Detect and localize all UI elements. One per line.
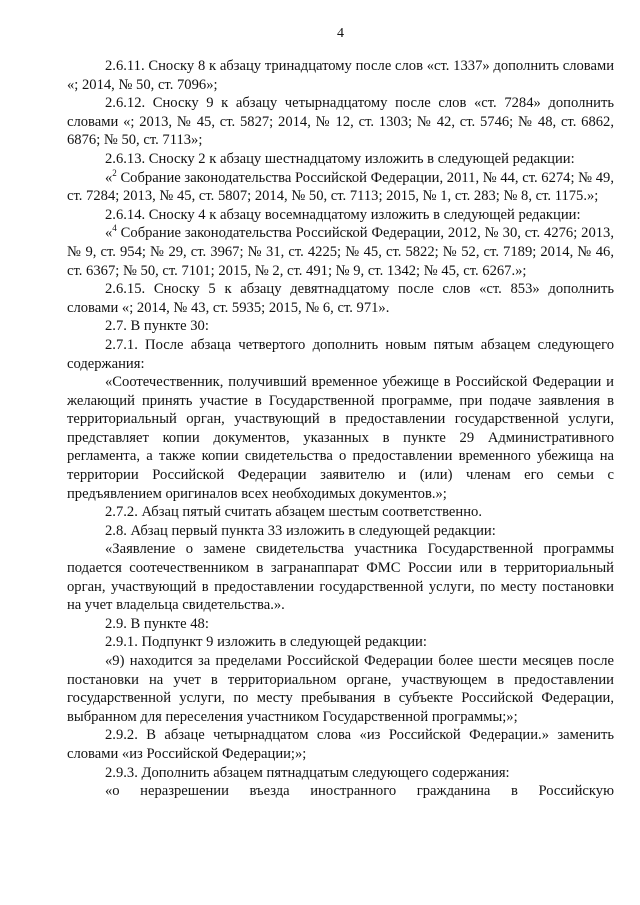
opening-quote: « (105, 169, 113, 186)
paragraph-text: 2.6.15. Сноску 5 к абзацу девятнадцатому после слов «ст. 853» дополнить словами «; 2014, № 43, ст. 5935; 2015, № 6, ст. 971». (67, 281, 614, 316)
quoted-subitem-9 (67, 652, 614, 726)
paragraph-2-6-15 (67, 280, 614, 317)
paragraph-2-7 (67, 317, 614, 336)
paragraph-2-6-11 (67, 57, 614, 94)
document-body (67, 57, 614, 801)
opening-quote: « (105, 225, 113, 242)
paragraph-text: 2.9. В пункте 48: (105, 615, 209, 632)
paragraph-2-9-3 (67, 764, 614, 783)
quoted-paragraph-compatriot (67, 373, 614, 503)
paragraph-text: 2.9.3. Дополнить абзацем пятнадцатым следующего содержания: (105, 764, 510, 781)
paragraph-2-9 (67, 615, 614, 634)
paragraph-text: «Заявление о замене свидетельства участника Государственной программы подается соотечественником в загранаппарат ФМС России или в территориальный орган, участвующий в предоставлении государственной услуги, по месту постановки на учет владельца свидетельства.». (67, 541, 614, 614)
paragraph-2-6-12 (67, 94, 614, 150)
paragraph-text: 2.7. В пункте 30: (105, 318, 209, 335)
page-number: 4 (337, 26, 344, 41)
paragraph-text: 2.6.12. Сноску 9 к абзацу четырнадцатому после слов «ст. 7284» дополнить словами «; 2013, № 45, ст. 5827; 2014, № 12, ст. 1303; № 42, ст. 5746; № 48, ст. 6862, 6876; № 50, ст. 7113»; (67, 95, 614, 149)
paragraph-text: «Соотечественник, получивший временное убежище в Российской Федерации и желающий принять участие в Государственной программе, при подаче заявления в территориальный орган, участвующий в предоставлении государственной услуги, представляет копии документов, указанных в пункте 29 Административного регламента, а также копии свидетельства о предоставлении временного убежища на территории Российской Федерации заявителю и (или) членам его семьи с предъявлением оригиналов всех необходимых документов.»; (67, 374, 614, 502)
paragraph-text: 2.9.1. Подпункт 9 изложить в следующей редакции: (105, 634, 427, 651)
paragraph-text: 2.6.14. Сноску 4 к абзацу восемнадцатому изложить в следующей редакции: (105, 206, 581, 223)
paragraph-2-6-13 (67, 150, 614, 169)
quoted-paragraph-replacement (67, 540, 614, 614)
paragraph-text: 2.8. Абзац первый пункта 33 изложить в следующей редакции: (105, 522, 496, 539)
paragraph-text: 2.9.2. В абзаце четырнадцатом слова «из Российской Федерации.» заменить словами «из Российской Федерации;»; (67, 727, 614, 762)
footnote-4-text (67, 224, 614, 280)
paragraph-2-7-2 (67, 503, 614, 522)
footnote-marker: 2 (112, 167, 117, 178)
paragraph-text: «о неразрешении въезда иностранного гражданина в Российскую (105, 783, 614, 800)
footnote-marker: 4 (112, 223, 117, 234)
paragraph-text: 2.6.11. Сноску 8 к абзацу тринадцатому после слов «ст. 1337» дополнить словами «; 2014, № 50, ст. 7096»; (67, 58, 614, 93)
paragraph-text: 2.6.13. Сноску 2 к абзацу шестнадцатому изложить в следующей редакции: (105, 150, 575, 167)
paragraph-2-7-1 (67, 336, 614, 373)
footnote-2-text (67, 169, 614, 206)
paragraph-2-9-1 (67, 633, 614, 652)
quoted-paragraph-entry-ban (67, 782, 614, 801)
paragraph-text: 2.7.2. Абзац пятый считать абзацем шестым соответственно. (105, 504, 482, 521)
paragraph-2-6-14 (67, 206, 614, 225)
paragraph-2-8 (67, 522, 614, 541)
paragraph-text: «9) находится за пределами Российской Федерации более шести месяцев после постановки на учет в территориальном органе, участвующем в предоставлении государственной услуги, по месту пребывания в субъекте Российской Федерации, выбранном для переселения участником Государственной программы;»; (67, 653, 614, 725)
paragraph-2-9-2 (67, 726, 614, 763)
paragraph-text: 2.7.1. После абзаца четвертого дополнить новым пятым абзацем следующего содержания: (67, 336, 614, 372)
paragraph-text: Собрание законодательства Российской Федерации, 2012, № 30, ст. 4276; 2013, № 9, ст. 954; № 29, ст. 3967; № 31, ст. 4225; № 45, ст. 5822; № 52, ст. 7189; 2014, № 46, ст. 6367; № 50, ст. 7101; 2015, № 2, ст. 491; № 9, ст. 1342; № 45, ст. 6267.»; (67, 225, 614, 279)
paragraph-text: Собрание законодательства Российской Федерации, 2011, № 44, ст. 6274; № 49, ст. 7284; 2013, № 45, ст. 5807; 2014, № 50, ст. 7113; 2015, № 1, ст. 283; № 8, ст. 1175.»; (67, 169, 614, 205)
